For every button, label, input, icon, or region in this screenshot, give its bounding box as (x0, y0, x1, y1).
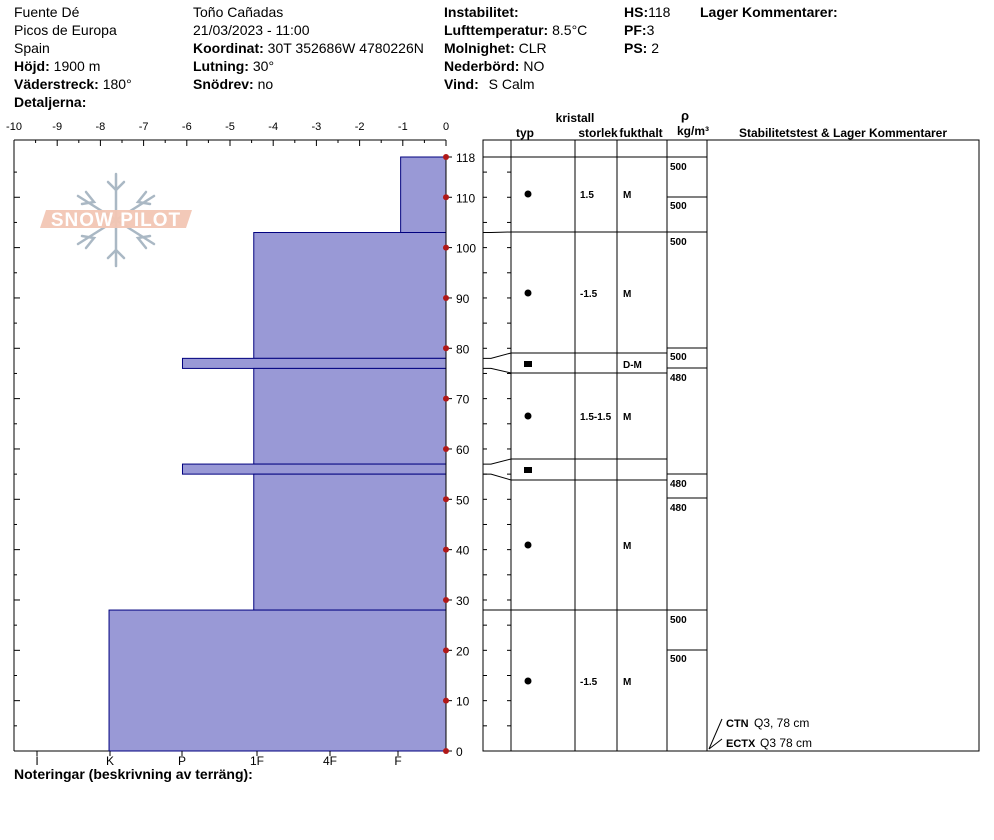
temperature-point (443, 245, 449, 251)
sky-value: CLR (518, 40, 547, 56)
height-tick-label: 90 (456, 291, 470, 306)
layer-comments-label: Lager Kommentarer: (700, 4, 838, 20)
hardness-tick-label: 4F (322, 754, 338, 768)
density-value: 500 (670, 162, 687, 173)
wind-value: S Calm (488, 76, 535, 92)
temperature-point (443, 194, 449, 200)
details-label: Detaljerna: (14, 94, 87, 110)
temp-tick-label: -1 (397, 121, 408, 133)
snowpilot-logo (38, 172, 198, 268)
observer: Toño Cañadas (193, 4, 284, 20)
temperature-point (443, 748, 449, 754)
temp-tick-label: -3 (311, 121, 322, 133)
moisture-value: M (623, 289, 632, 300)
notes-label: Noteringar (beskrivning av terräng): (14, 766, 253, 782)
country: Spain (14, 40, 50, 56)
hardness-layer-bar (182, 464, 446, 474)
test-result: Q3 78 cm (760, 736, 813, 750)
moisture-value: M (623, 541, 632, 552)
height-tick-label: 40 (456, 543, 470, 558)
location: Fuente Dé (14, 4, 80, 20)
height-tick-label: 10 (456, 694, 470, 709)
density-value: 500 (670, 615, 687, 626)
elevation-value: 1900 m (53, 58, 101, 74)
temp-tick-label: -8 (95, 121, 106, 133)
precip-value: NO (523, 58, 545, 74)
area: Picos de Europa (14, 22, 117, 38)
temp-tick-label: -2 (354, 121, 365, 133)
slope-label: Lutning: (193, 58, 249, 74)
temperature-point (443, 396, 449, 402)
stability-label: Instabilitet: (444, 4, 519, 20)
col-type-header: typ (516, 126, 534, 140)
col-comments-header: Stabilitetstest & Lager Kommentarer (738, 126, 948, 140)
height-tick-label: 118 (456, 151, 476, 165)
ps-label: PS: (624, 40, 648, 56)
elevation-label: Höjd: (14, 58, 50, 74)
crystal-size-value: -1.5 (580, 289, 598, 300)
col-density-symbol: ρ (680, 108, 690, 123)
crystal-size-value: 1.5 (580, 190, 594, 201)
height-tick-label: 20 (456, 644, 470, 659)
height-tick-label: 0 (456, 745, 463, 759)
crystal-type-icon (524, 467, 532, 473)
temperature-point (443, 496, 449, 502)
density-value: 480 (670, 503, 687, 514)
hs-value: 118 (648, 4, 671, 20)
hardness-tick-label: I (35, 754, 39, 768)
temp-tick-label: -6 (181, 121, 192, 133)
aspect-value: 180° (102, 76, 132, 92)
coord-label: Koordinat: (193, 40, 264, 56)
col-crystal-header: kristall (555, 111, 595, 125)
density-value: 480 (670, 373, 687, 384)
crystal-size-value: 1.5-1.5 (580, 412, 612, 423)
hardness-layer-bar (254, 368, 446, 464)
temperature-point (443, 597, 449, 603)
slope-value: 30° (252, 58, 275, 74)
height-tick-label: 70 (456, 392, 470, 407)
density-value: 500 (670, 237, 687, 248)
hardness-layer-bar (401, 157, 446, 233)
wind-loading-label: Snödrev: (193, 76, 254, 92)
crystal-type-icon (525, 542, 532, 549)
col-density-header: kg/m³ (676, 124, 710, 138)
hardness-layer-bar (254, 233, 446, 359)
temp-tick-label: -7 (138, 121, 149, 133)
aspect-label: Väderstreck: (14, 76, 99, 92)
pf-label: PF: (624, 22, 647, 38)
hardness-tick-label: F (394, 754, 402, 768)
height-tick-label: 80 (456, 342, 470, 357)
snowflake-icon (38, 172, 198, 268)
height-tick-label: 50 (456, 493, 470, 508)
air-temp-label: Lufttemperatur: (444, 22, 549, 38)
crystal-type-icon (525, 678, 532, 685)
temperature-point (443, 446, 449, 452)
temperature-point (443, 698, 449, 704)
density-value: 500 (670, 654, 687, 665)
moisture-value: D-M (623, 360, 642, 371)
hardness-tick-label: 1F (249, 754, 265, 768)
coord-value: 30T 352686W 4780226N (267, 40, 424, 56)
height-tick-label: 60 (456, 442, 470, 457)
crystal-type-icon (524, 361, 532, 367)
wind-label: Vind: (444, 76, 479, 92)
density-value: 500 (670, 352, 687, 363)
hardness-tick-label: K (105, 754, 115, 768)
temperature-point (443, 154, 449, 160)
height-tick-label: 110 (456, 191, 476, 206)
air-temp-value: 8.5°C (552, 22, 588, 38)
temp-tick-label: -10 (6, 121, 22, 133)
temp-tick-label: -4 (268, 121, 279, 133)
test-result: Q3, 78 cm (754, 716, 810, 730)
col-moisture-header: fukthalt (619, 126, 663, 140)
temperature-point (443, 295, 449, 301)
crystal-type-icon (525, 413, 532, 420)
height-tick-label: 30 (456, 593, 470, 608)
hardness-layer-bar (182, 358, 446, 368)
temperature-point (443, 345, 449, 351)
wind-loading-value: no (257, 76, 274, 92)
moisture-value: M (623, 677, 632, 688)
col-size-header: storlek (578, 126, 618, 140)
hardness-layer-bar (109, 610, 446, 751)
height-tick-label: 100 (456, 241, 477, 256)
moisture-value: M (623, 190, 632, 201)
crystal-type-icon (525, 290, 532, 297)
density-value: 500 (670, 201, 687, 212)
temperature-point (443, 647, 449, 653)
sky-label: Molnighet: (444, 40, 515, 56)
moisture-value: M (623, 412, 632, 423)
hardness-layer-bar (254, 474, 446, 610)
crystal-type-icon (525, 191, 532, 198)
hardness-tick-label: P (177, 754, 187, 768)
ps-value: 2 (651, 40, 660, 56)
layer-boundary-line (483, 232, 667, 233)
test-code: CTN (726, 718, 749, 730)
hs-label: HS: (624, 4, 649, 20)
density-value: 480 (670, 479, 687, 490)
temp-tick-label: 0 (442, 121, 450, 133)
temperature-point (443, 547, 449, 553)
temp-tick-label: -5 (225, 121, 235, 133)
datetime: 21/03/2023 - 11:00 (193, 22, 310, 38)
precip-label: Nederbörd: (444, 58, 520, 74)
pf-value: 3 (646, 22, 655, 38)
logo-text: SNOW PILOT (50, 210, 182, 231)
test-code: ECTX (726, 738, 756, 750)
crystal-size-value: -1.5 (580, 677, 598, 688)
temp-tick-label: -9 (52, 121, 63, 133)
